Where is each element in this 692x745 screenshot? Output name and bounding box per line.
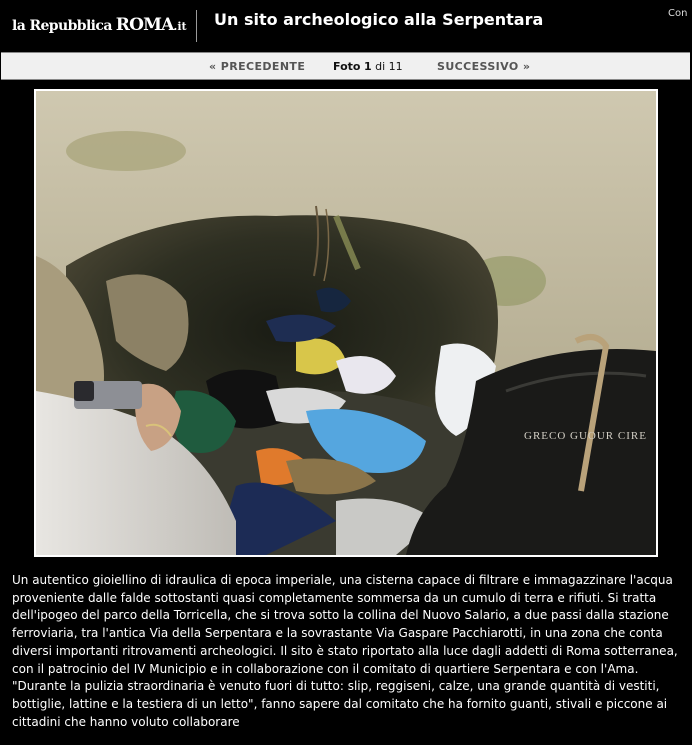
counter-of: di [375,60,386,73]
counter-current: 1 [363,60,372,73]
next-button[interactable]: SUCCESSIVO » [437,60,531,73]
gallery-nav [1,52,690,80]
logo-city: ROMA [115,15,174,35]
counter-total: 11 [388,60,403,73]
corner-link[interactable]: Con [668,8,688,19]
photo-caption: Un autentico gioiellino di idraulica di epoca imperiale, una cisterna capace di filtrare e immagazzinare l'acqua proveniente dalle falde sottostanti quasi completamente sommersa da un cumulo di terra e rifiuti. Si tratta dell'ipogeo del parco della Torricella, che si trova sotto la collina del Nuovo Salario, a due passi dalla stazione ferroviaria, tra l'antica Via della Serpentara e la sovrastante Via Gaspare Pacchiarotti, in una zona che conta diversi importanti ritrovamenti archeologici. Il sito è stato riportato alla luce dagli addetti di Roma sotterranea, con il patrocinio del IV Municipio e in collaborazione con il comitato di quartiere Serpentara e con l'Ama. "Durante la pulizia straordinaria è venuto fuori di tutto: slip, reggiseni, calze, una grande quantità di vestiti, bottiglie, lattine e la testiera di un letto", fanno sapere dal comitato che ha fornito guanti, stivali e piccone ai cittadini che hanno voluto collaborare [12,573,678,729]
counter-label: Foto [333,60,361,73]
site-logo[interactable] [12,15,187,37]
bag-print-text: GRECO GUOUR CIRE [524,430,647,442]
logo-brand: la Repubblica [12,18,112,34]
photo-counter [333,60,403,73]
logo-domain: .it [173,20,187,33]
previous-button[interactable]: « PRECEDENTE [209,60,306,73]
site-header [0,0,692,50]
gallery-photo[interactable] [36,91,656,555]
gallery-title: Un sito archeologico alla Serpentara [214,10,544,29]
header-divider [196,10,197,42]
photo-frame [34,89,658,557]
